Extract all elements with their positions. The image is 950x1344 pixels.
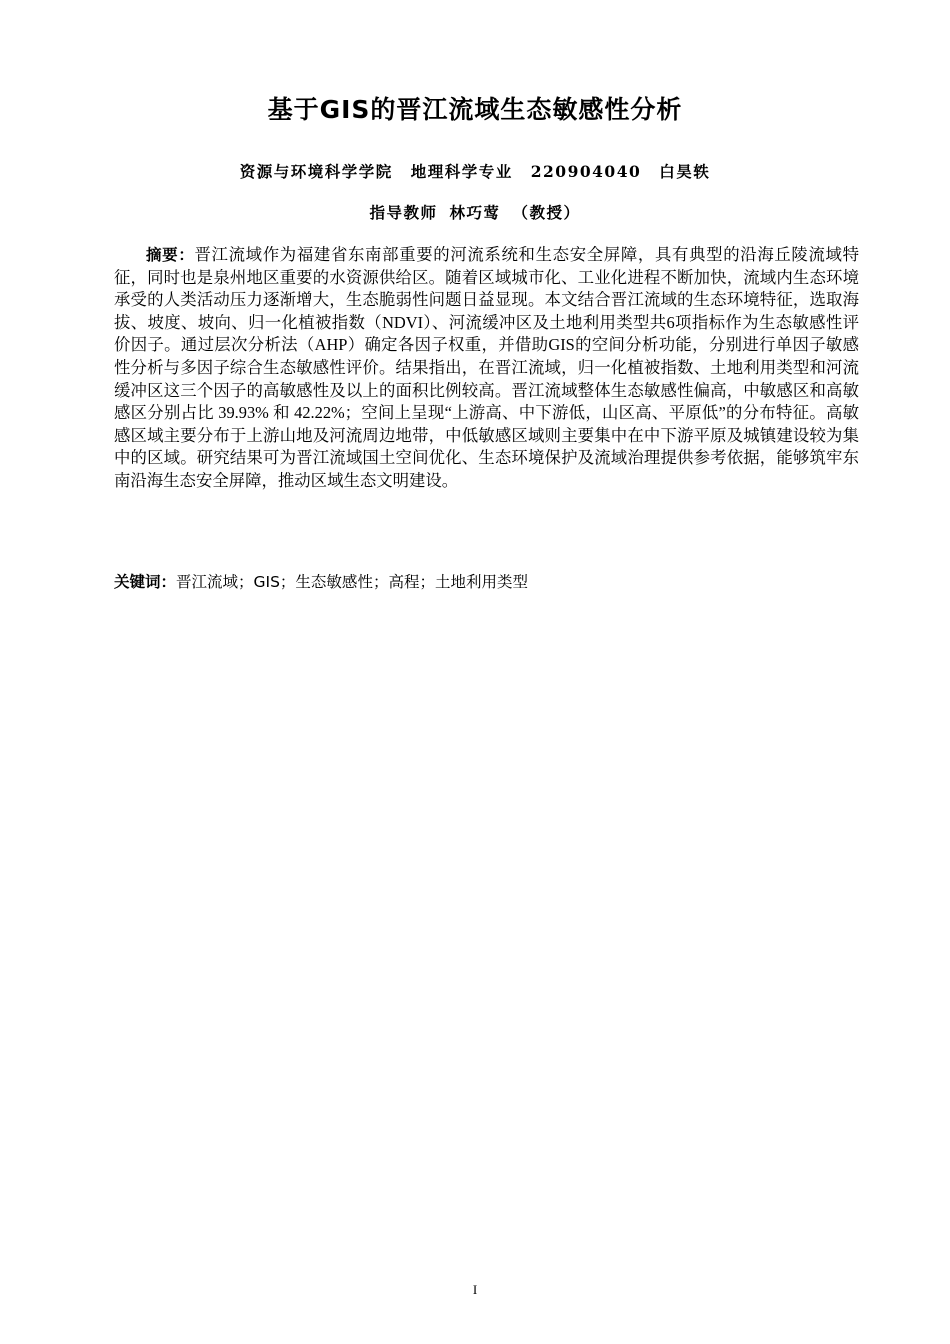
- keywords-text: 晋江流域；GIS；生态敏感性；高程；土地利用类型: [176, 573, 528, 591]
- advisor-name: 林巧莺: [449, 203, 501, 222]
- advisor-label: 指导教师: [369, 203, 438, 222]
- advisor-line: [0, 201, 950, 223]
- student-name: 白昊轶: [659, 162, 711, 181]
- abstract-text: 晋江流域作为福建省东南部重要的河流系统和生态安全屏障，具有典型的沿海丘陵流域特征，同时也是泉州地区重要的水资源供给区。随着区域城市化、工业化进程不断加快，流域内生态环境承受的人类活动压力逐渐增大，生态脆弱性问题日益显现。本文结合晋江流域的生态环境特征，选取海拔、坡度、坡向、归一化植被指数（NDVI）、河流缓冲区及土地利用类型共6项指标作为生态敏感性评价因子。通过层次分析法（AHP）确定各因子权重，并借助GIS的空间分析功能，分别进行单因子敏感性分析与多因子综合生态敏感性评价。结果指出，在晋江流域，归一化植被指数、土地利用类型和河流缓冲区这三个因子的高敏感性及以上的面积比例较高。晋江流域整体生态敏感性偏高，中敏感区和高敏感区分别占比 39.93% 和 42.22%；空间上呈现“上游高、中下游低，山区高、平原低”的分布特征。高敏感区域主要分布于上游山地及河流周边地带，中低敏感区域则主要集中在中下游平原及城镇建设较为集中的区域。研究结果可为晋江流域国土空间优化、生态环境保护及流域治理提供参考依据，能够筑牢东南沿海生态安全屏障，推动区域生态文明建设。: [114, 245, 859, 490]
- author-line: [0, 160, 950, 182]
- college-name: 资源与环境科学学院: [239, 162, 393, 181]
- keywords-label: 关键词：: [114, 573, 177, 591]
- abstract-label: 摘要：: [146, 246, 195, 264]
- paper-title: 基于GIS的晋江流域生态敏感性分析: [267, 95, 683, 124]
- student-id: 220904040: [530, 162, 642, 181]
- advisor-rank: （教授）: [512, 203, 581, 222]
- abstract-paragraph: [114, 244, 859, 493]
- major-name: 地理科学专业: [410, 162, 513, 181]
- page-number: I: [472, 1282, 478, 1297]
- keywords-line: [114, 570, 859, 594]
